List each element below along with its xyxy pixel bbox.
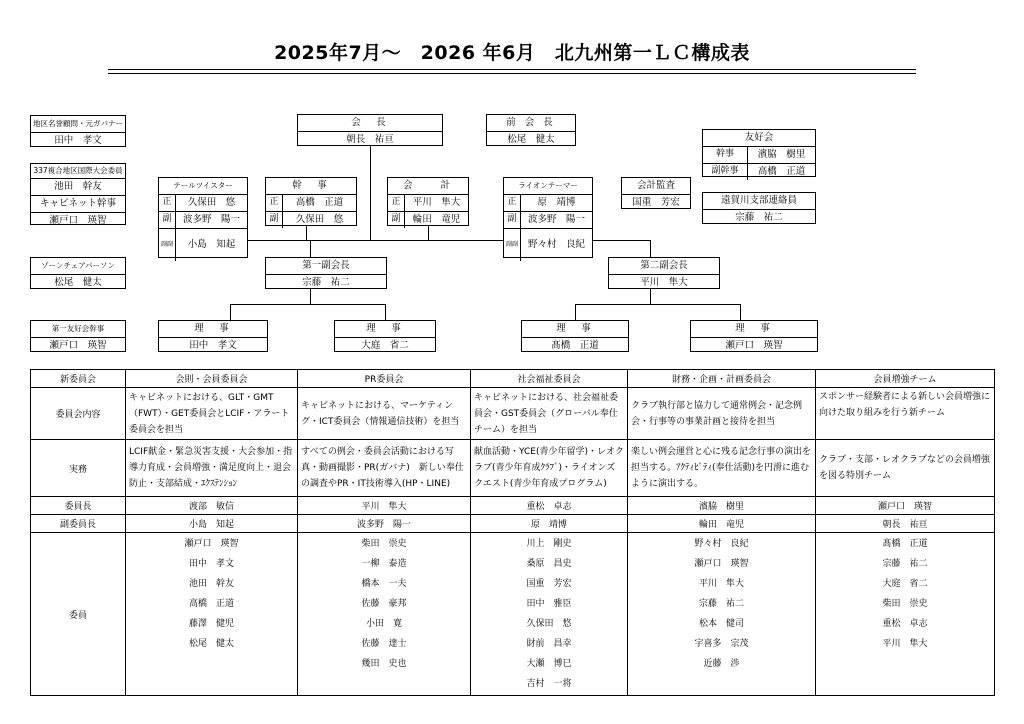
second-vp-name: 平川 隼大 [640, 277, 688, 288]
secretary-row-1: 正 高橋 正道 [266, 195, 356, 211]
past-president-label: 前 会 長 [487, 115, 575, 132]
friend-secretary-box [30, 320, 126, 352]
committee-vice-row: 副委員長 小島 知起 波多野 陽一 原 靖博 輪田 竜児 朝長 祐亘 [31, 515, 995, 533]
member-name: 瀬戸口 瑛智 [694, 559, 749, 569]
treasurer-box [387, 177, 469, 226]
lion-tamer-row-3: 副副 野々村 良紀 [504, 228, 592, 261]
member-name: 平川 隼大 [882, 639, 928, 649]
convention-name-3: 瀬戸口 瑛智 [31, 212, 125, 229]
committee-members-row: 委員 瀬戸口 瑛智 田中 孝文 池田 幹友 高橋 正道 藤澤 健児 松尾 健太 柴田 崇史 一柳 泰造 橋本 一夫 佐藤 豪邦 小田 寛 佐藤 達士 幾田 史也 川上 剛史 桑原 昌史 国重 芳宏 田中 雅臣 久保田 悠 財前 昌幸 大瀬 博巳 吉村 一将 野々村 良紀 瀬戸口 瑛智 平川 隼大 宗藤 祐二 松本 健司 宇喜多 宗茂 近藤 渉 髙橋 正道 宗藤 祐二 大庭 省二 柴田 崇史 重松 卓志 平川 隼大 [31, 533, 995, 696]
member-name: 平川 隼大 [698, 579, 744, 589]
tailtwister-row-3: 副副 小島 知起 [159, 228, 247, 261]
friendship-row-1: 幹事 濱脇 樹里 [703, 146, 815, 163]
member-name: 柴田 崇史 [361, 539, 407, 549]
tailtwister-label: テールツイスター [159, 178, 247, 195]
director-box-3: 理 事 髙橋 正道 [521, 320, 629, 352]
president-name: 朝長 祐亘 [346, 134, 394, 145]
zone-chair-label: ゾーンチェアパーソン [31, 258, 125, 275]
members-list-5 [816, 533, 995, 696]
auditor-box [621, 177, 691, 209]
liaison-name: 宗藤 祐二 [735, 212, 783, 223]
committee-table [30, 369, 995, 696]
district-advisor-name: 田中 孝文 [54, 135, 102, 146]
member-name: 財前 昌幸 [526, 639, 572, 649]
friendship-label: 友好会 [744, 132, 774, 143]
director-box-1: 理 事 田中 孝文 [158, 320, 268, 352]
secretary-box [265, 177, 357, 226]
member-name: 桑原 昌史 [526, 559, 572, 569]
member-name: 田中 孝文 [188, 559, 234, 569]
past-president-box [486, 114, 576, 146]
convention-box [30, 163, 126, 225]
tailtwister-row-1: 正 久保田 悠 [159, 195, 247, 211]
member-name: 大瀬 博巳 [526, 659, 572, 669]
member-name: 髙橋 正道 [882, 539, 928, 549]
member-name: 小田 寛 [365, 619, 402, 629]
convention-name-1: 池田 幹友 [54, 181, 102, 192]
member-name: 橋本 一夫 [361, 579, 407, 589]
tailtwister-row-2: 副 波多野 陽一 [159, 211, 247, 228]
district-advisor-label: 地区名誉顧問・元ガバナー [31, 116, 125, 133]
page-title: 2025年7月～ 2026 年6月 北九州第一ＬＣ構成表 [274, 42, 750, 64]
zone-chair-name: 松尾 健太 [54, 277, 102, 288]
director-box-4: 理 事 瀬戸口 瑛智 [690, 320, 818, 352]
member-name: 国重 芳宏 [526, 579, 572, 589]
member-name: 重松 卓志 [882, 619, 928, 629]
member-name: 瀬戸口 瑛智 [184, 539, 239, 549]
member-name: 高橋 正道 [188, 599, 234, 609]
friendship-box [702, 129, 816, 177]
title-underline-thin [108, 73, 916, 74]
member-name: 松尾 健太 [188, 639, 234, 649]
lion-tamer-label: ライオンテーマー [504, 178, 592, 195]
member-name: 川上 剛史 [526, 539, 572, 549]
lion-tamer-row-2: 副 波多野 陽一 [504, 211, 592, 228]
member-name: 宗藤 祐二 [882, 559, 928, 569]
first-vp-label: 第一副会長 [266, 258, 386, 275]
lion-tamer-row-1: 正 原 靖博 [504, 195, 592, 211]
members-list-1 [126, 533, 298, 696]
member-name: 柴田 崇史 [882, 599, 928, 609]
committee-name-row: 新委員会 会則・会員委員会 PR委員会 社会福祉委員会 財務・企画・計画委員会 会員増強チーム [31, 370, 995, 388]
second-vp-box [608, 257, 720, 289]
first-vp-name: 宗藤 祐二 [302, 277, 350, 288]
member-name: 久保田 悠 [526, 619, 572, 629]
liaison-box [702, 192, 816, 224]
zone-chair-box [30, 257, 126, 289]
auditor-name: 国重 芳宏 [632, 197, 680, 208]
member-name: 松本 健司 [698, 619, 744, 629]
members-list-2 [298, 533, 471, 696]
tailtwister-box [158, 177, 248, 258]
friendship-row-2: 副幹事 高橋 正道 [703, 163, 815, 180]
first-vp-box [265, 257, 387, 289]
members-list-4 [628, 533, 816, 696]
member-name: 宗藤 祐二 [698, 599, 744, 609]
treasurer-row-1: 正 平川 隼大 [388, 195, 468, 211]
second-vp-label: 第二副会長 [609, 258, 719, 275]
committee-duty-row: 実務 LCIF献金・緊急災害支援・大会参加・指導力育成・会員増強・満足度向上・退会防止・支部結成・ｴｸｽﾃﾝｼｮﾝ すべての例会・委員会活動における写真・動画撮影・PR(ガバナ) 新しい奉仕の調査やPR・IT技術導入(HP・LINE) 献血活動・YCE(青少年留学)・レオクラブ(青少年育成ｸﾗﾌﾞ)・ライオンズクエスト(青少年育成プログラム) 楽しい例会運営と心に残る記念行事の演出を担当する。ｱｸﾃｨﾋﾞﾃｨ(奉仕活動)を円滑に進むように演出する。 クラブ・支部・レオクラブなどの会員増強を図る特別チーム [31, 440, 995, 497]
title-underline [108, 69, 916, 70]
member-name: 大庭 省二 [882, 579, 928, 589]
member-name: 佐藤 豪邦 [361, 599, 407, 609]
treasurer-label: 会 計 [388, 178, 468, 195]
secretary-label: 幹 事 [266, 178, 356, 195]
members-list-3 [471, 533, 628, 696]
member-name: 藤澤 健児 [188, 619, 234, 629]
past-president-name: 松尾 健太 [507, 134, 555, 145]
secretary-row-2: 副 久保田 悠 [266, 211, 356, 228]
president-label: 会 長 [298, 115, 442, 132]
member-name: 野々村 良紀 [694, 539, 749, 549]
lion-tamer-box [503, 177, 593, 258]
auditor-label: 会計監査 [622, 178, 690, 195]
friend-secretary-name: 瀬戸口 瑛智 [49, 340, 107, 351]
member-name: 幾田 史也 [361, 659, 407, 669]
friend-secretary-label: 第一友好会幹事 [31, 321, 125, 338]
member-name: 一柳 泰造 [361, 559, 407, 569]
liaison-label: 遠賀川支部連絡員 [703, 193, 815, 210]
member-name: 吉村 一将 [526, 679, 572, 689]
convention-name-2: キャビネット幹事 [31, 195, 125, 212]
director-box-2: 理 事 大庭 省二 [334, 320, 436, 352]
committee-content-row: 委員会内容 キャビネットにおける、GLT・GMT（FWT）・GET委員会とLCIF・アラート委員会を担当 キャビネットにおける、マーケティング・ICT委員会（情報通信技術）を担当 キャビネットにおける、社会福祉委員会・GST委員会（グローバル奉仕チーム）を担当 クラブ執行部と協力して通常例会・記念例会・行事等の事業計画と接待を担当 スポンサー経験者による新しい会員増強に向けた取り組みを行う新チーム [31, 388, 995, 440]
president-box [297, 114, 443, 146]
member-name: 佐藤 達士 [361, 639, 407, 649]
member-name: 宇喜多 宗茂 [694, 639, 749, 649]
member-name: 田中 雅臣 [526, 599, 572, 609]
district-advisor-box [30, 115, 126, 147]
member-name: 池田 幹友 [188, 579, 234, 589]
treasurer-row-2: 副 輪田 竜児 [388, 211, 468, 228]
convention-label: 337複合地区国際大会委員 [31, 164, 125, 179]
committee-chair-row: 委員長 渡部 敏信 平川 隼大 重松 卓志 濱脇 樹里 瀬戸口 瑛智 [31, 497, 995, 515]
member-name: 近藤 渉 [703, 659, 740, 669]
